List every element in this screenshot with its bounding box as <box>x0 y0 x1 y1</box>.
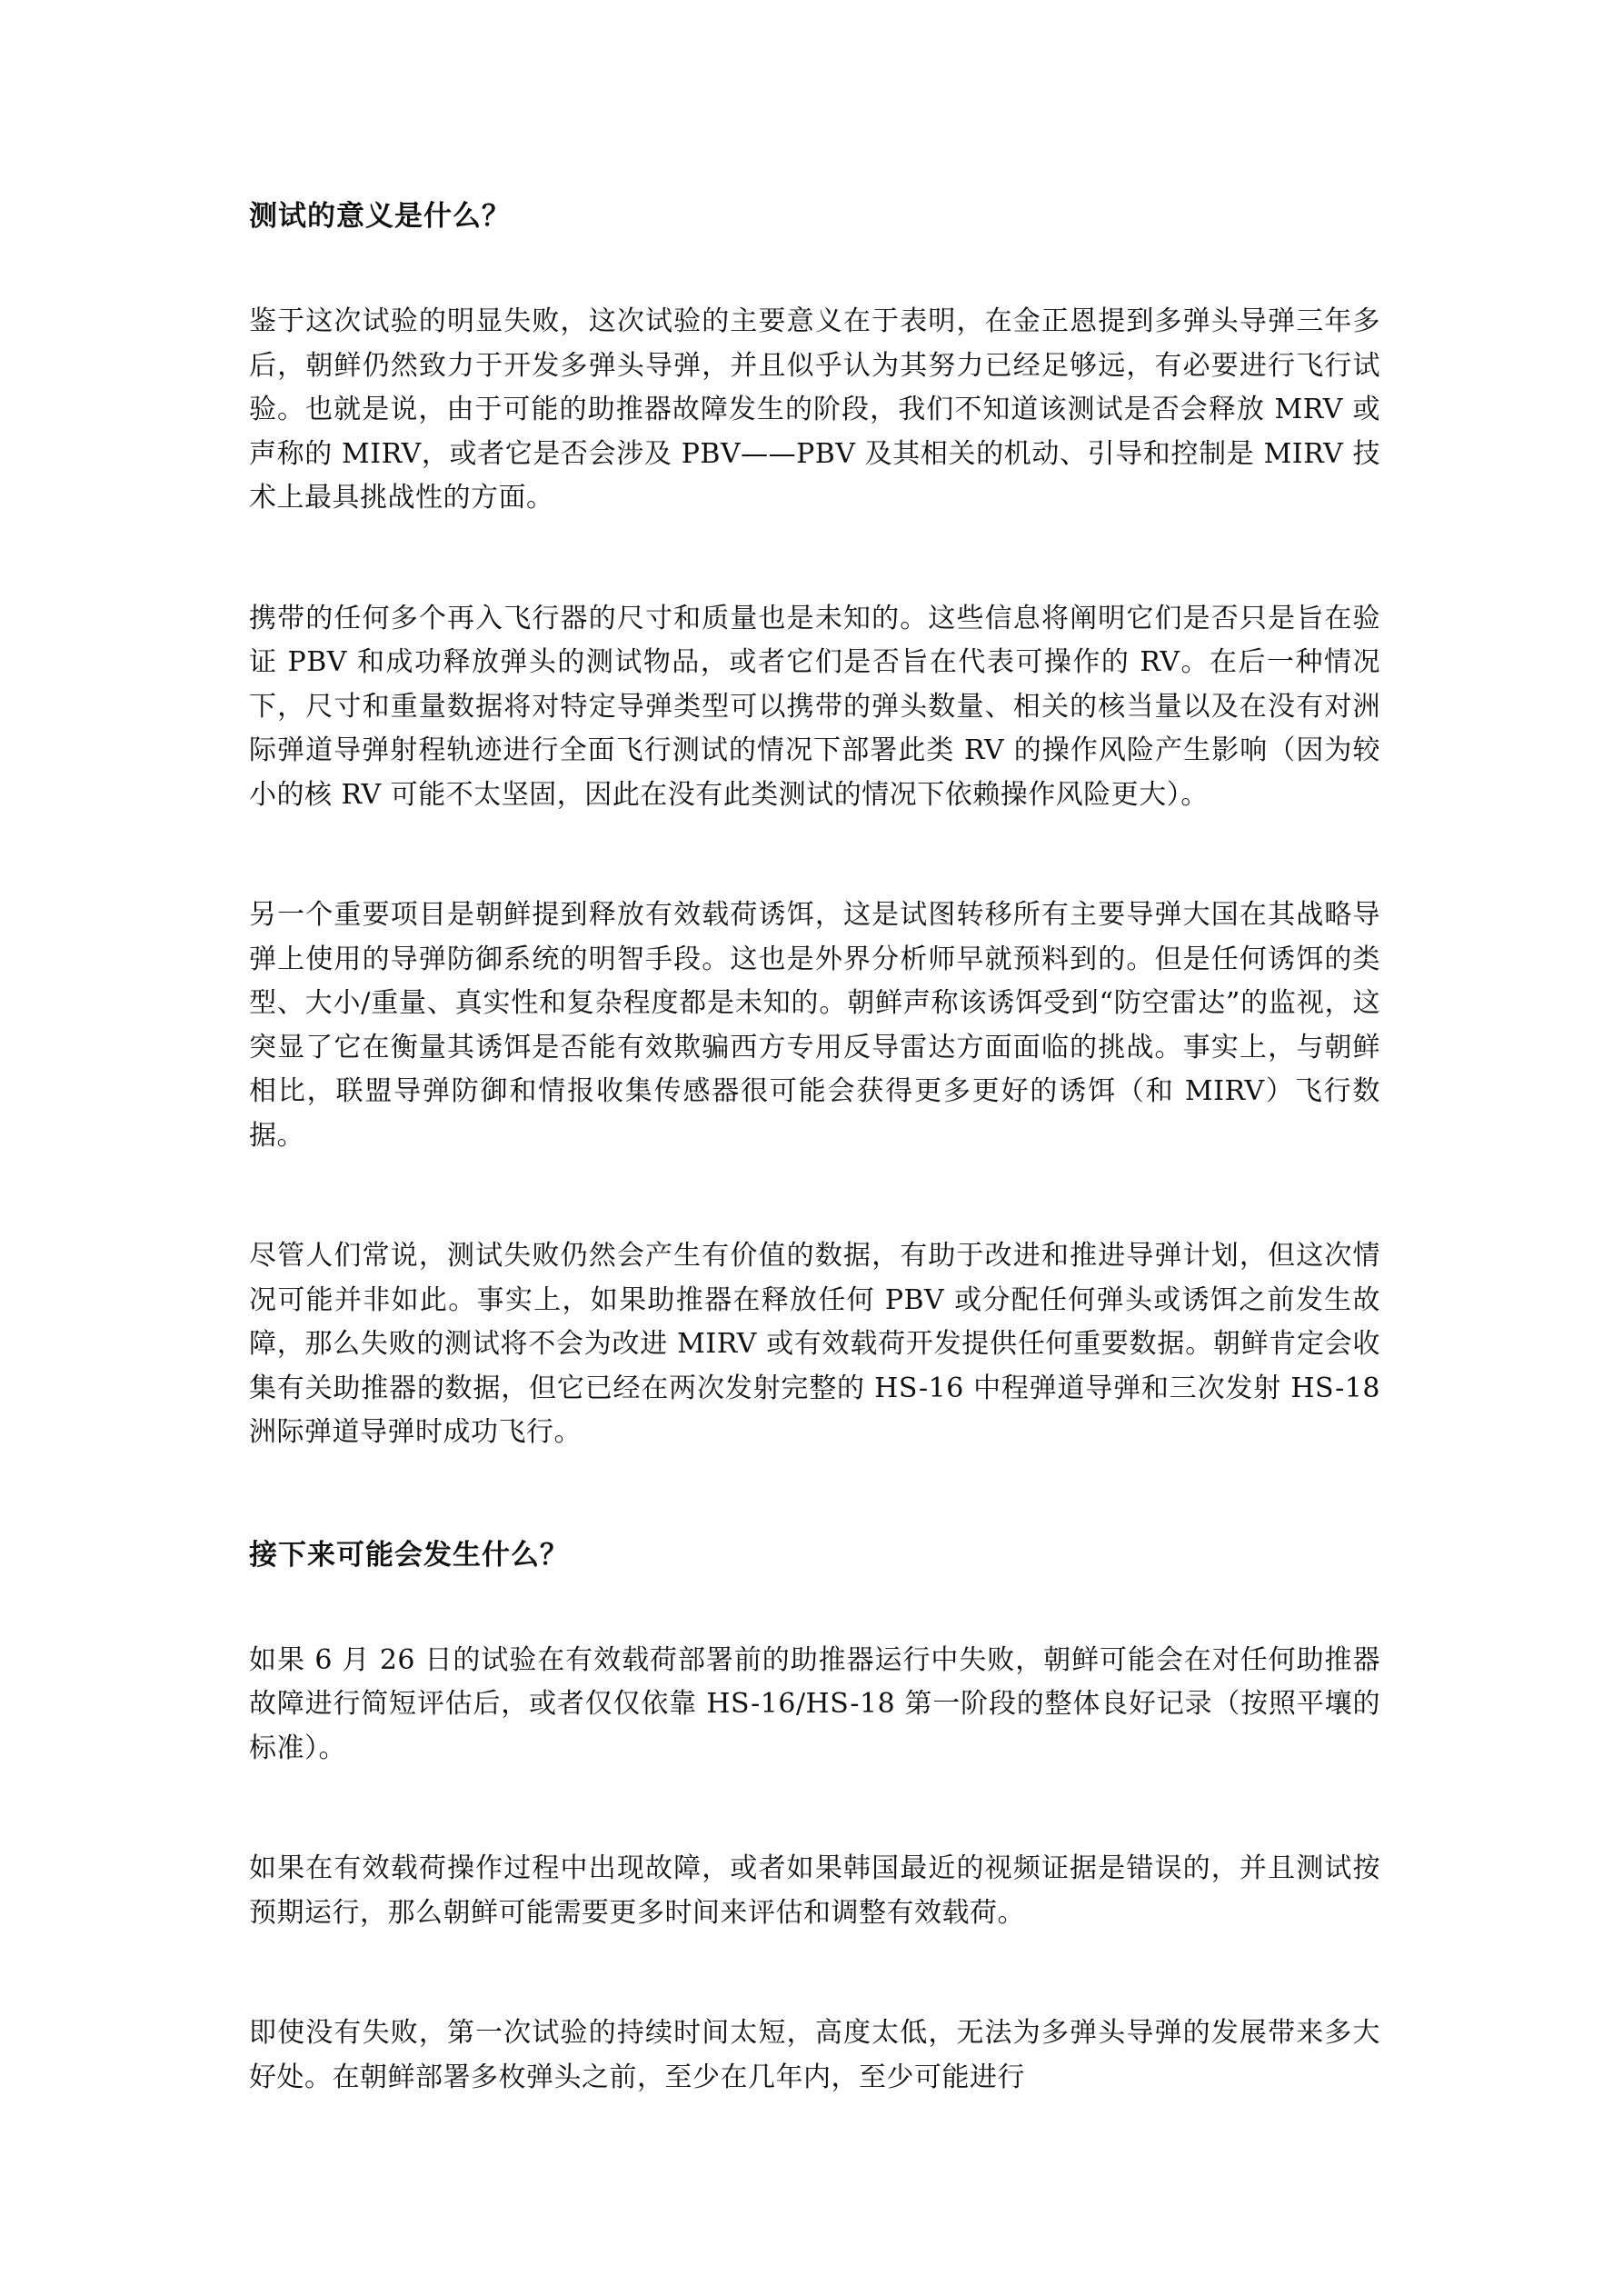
paragraph: 另一个重要项目是朝鲜提到释放有效载荷诱饵，这是试图转移所有主要导弹大国在其战略导弹上使用的导弹防御系统的明智手段。这也是外界分析师早就预料到的。但是任何诱饵的类型、大小/重量、真实性和复杂程度都是未知的。朝鲜声称该诱饵受到“防空雷达”的监视，这突显了它在衡量其诱饵是否能有效欺骗西方专用反导雷达方面面临的挑战。事实上，与朝鲜相比，联盟导弹防御和情报收集传感器很可能会获得更多更好的诱饵（和 MIRV）飞行数据。 <box>249 899 1380 1152</box>
paragraph: 尽管人们常说，测试失败仍然会产生有价值的数据，有助于改进和推进导弹计划，但这次情况可能并非如此。事实上，如果助推器在释放任何 PBV 或分配任何弹头或诱饵之前发生故障，那么失败的测试将不会为改进 MIRV 或有效载荷开发提供任何重要数据。朝鲜肯定会收集有关助推器的数据，但它已经在两次发射完整的 HS-16 中程弹道导弹和三次发射 HS-18 洲际弹道导弹时成功飞行。 <box>249 1240 1380 1448</box>
section-heading-what-next: 接下来可能会发生什么？ <box>249 1538 569 1572</box>
section-heading-test-significance: 测试的意义是什么？ <box>249 200 511 233</box>
document-body <box>249 193 1380 2100</box>
paragraph: 携带的任何多个再入飞行器的尺寸和质量也是未知的。这些信息将阐明它们是否只是旨在验证 PBV 和成功释放弹头的测试物品，或者它们是否旨在代表可操作的 RV。在后一种情况下，尺寸和重量数据将对特定导弹类型可以携带的弹头数量、相关的核当量以及在没有对洲际弹道导弹射程轨迹进行全面飞行测试的情况下部署此类 RV 的操作风险产生影响（因为较小的核 RV 可能不太坚固，因此在没有此类测试的情况下依赖操作风险更大）。 <box>249 602 1380 811</box>
paragraph: 如果 6 月 26 日的试验在有效载荷部署前的助推器运行中失败，朝鲜可能会在对任何助推器故障进行简短评估后，或者仅仅依靠 HS-16/HS-18 第一阶段的整体良好记录（按照平壤的标准）。 <box>249 1643 1380 1764</box>
paragraph: 鉴于这次试验的明显失败，这次试验的主要意义在于表明，在金正恩提到多弹头导弹三年多后，朝鲜仍然致力于开发多弹头导弹，并且似乎认为其努力已经足够远，有必要进行飞行试验。也就是说，由于可能的助推器故障发生的阶段，我们不知道该测试是否会释放 MRV 或声称的 MIRV，或者它是否会涉及 PBV——PBV 及其相关的机动、引导和控制是 MIRV 技术上最具挑战性的方面。 <box>249 305 1380 514</box>
paragraph: 如果在有效载荷操作过程中出现故障，或者如果韩国最近的视频证据是错误的，并且测试按预期运行，那么朝鲜可能需要更多时间来评估和调整有效载荷。 <box>249 1852 1380 1929</box>
paragraph: 即使没有失败，第一次试验的持续时间太短，高度太低，无法为多弹头导弹的发展带来多大好处。在朝鲜部署多枚弹头之前，至少在几年内，至少可能进行 <box>249 2017 1380 2093</box>
